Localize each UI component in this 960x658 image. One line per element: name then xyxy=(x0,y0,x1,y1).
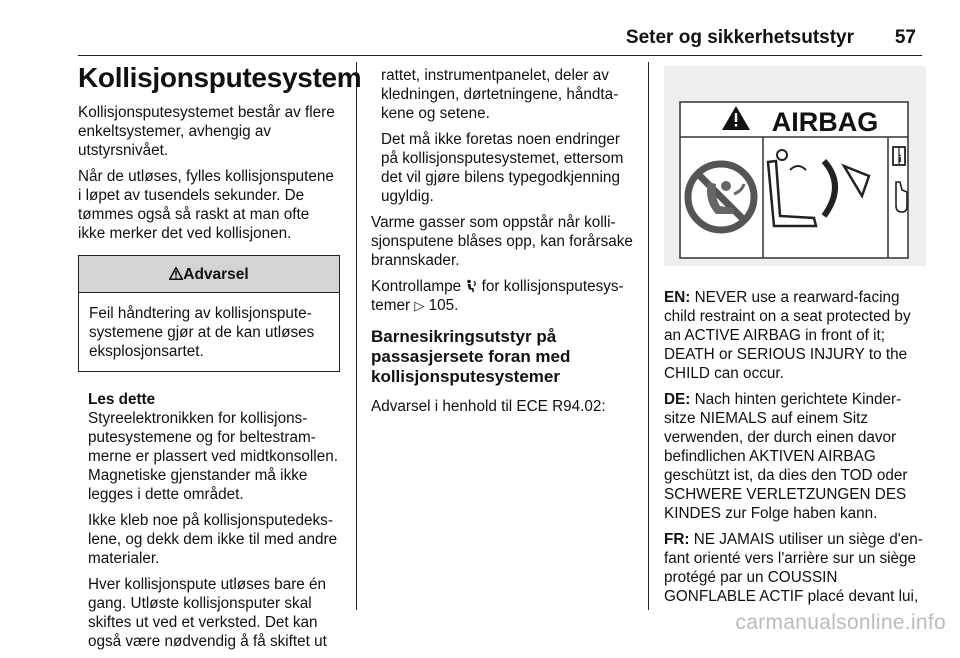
airbag-lamp-icon xyxy=(465,279,477,293)
note-title: Les dette xyxy=(88,391,156,408)
warning-title: Advarsel xyxy=(183,266,249,283)
watermark: carmanualsonline.info xyxy=(735,611,946,634)
header-rule xyxy=(78,55,922,56)
note-block xyxy=(78,390,340,651)
language-label: EN: xyxy=(664,289,691,306)
section-heading: Kollisjonsputesystem xyxy=(78,62,362,93)
paragraph: Advarsel i henhold til ECE R94.02: xyxy=(371,398,606,415)
running-header-title: Seter og sikkerhetsutstyr xyxy=(625,27,854,48)
language-label: DE: xyxy=(664,391,691,408)
column-divider xyxy=(648,62,649,610)
page-number: 57 xyxy=(894,27,916,48)
paragraph: Når de utløses, fylles kollisjonsputene i løpet av tusendels sekunder. De tømmes også så raskt at man ofte ikke merker det ved kollisjonen. xyxy=(78,168,334,242)
paragraph: Varme gasser som oppstår når kollisjonsputene blåses opp, kan forårsake brannskader. xyxy=(371,214,633,269)
svg-text:i: i xyxy=(898,153,902,165)
subsection-heading: Barnesikringsutstyr på passasjersete foran med kollisjonsputesystemer xyxy=(371,327,571,386)
column-middle xyxy=(371,66,633,423)
paragraph: Kollisjonsputesystemet består av flere enkeltsystemer, avhengig av utstyrsnivået. xyxy=(78,104,335,159)
warning-header xyxy=(79,256,339,293)
note-paragraph: Ikke kleb noe på kollisjonsputedekslene, og dekk dem ikke til med andre materialer. xyxy=(88,512,338,567)
column-right xyxy=(664,66,926,613)
column-left xyxy=(78,62,362,658)
warning-box xyxy=(78,255,340,372)
paragraph: rattet, instrumentpanelet, deler av kledningen, dørtetningene, håndtakene og setene. xyxy=(381,67,619,122)
note-paragraph: Styreelektronikken for kollisjonsputesystemene og for beltestrammerne er plassert ved midtkonsollen. Magnetiske gjenstander må ikke legges i dette området. xyxy=(88,410,338,503)
paragraph-en: EN: NEVER use a rearward-facing child restraint on a seat protected by an ACTIVE AIRBAG in front of it; DEATH or SERIOUS INJURY to the CHILD can occur. xyxy=(664,289,911,382)
language-label: FR: xyxy=(664,531,690,548)
airbag-label-svg xyxy=(664,66,926,266)
paragraph: Det må ikke foretas noen endringer på kollisjonsputesystemet, ettersom det vil gjøre bilens typegodkjenning ugyldig. xyxy=(381,131,624,205)
airbag-warning-label-figure xyxy=(664,66,926,266)
warning-triangle-icon xyxy=(169,267,183,280)
page-reference-arrow-icon: ▷ xyxy=(414,298,425,313)
airbag-label-text: AIRBAG xyxy=(771,107,879,137)
column-divider xyxy=(356,62,357,610)
paragraph-control-lamp: Kontrollampe for kollisjonsputesystemer ▷ 105. xyxy=(371,278,624,314)
note-paragraph: Hver kollisjonspute utløses bare én gang. Utløste kollisjonsputer skal skiftes ut ved et verksted. Det kan også være nødvendig å få skiftet ut xyxy=(88,576,327,650)
paragraph-fr: FR: NE JAMAIS utiliser un siège d'enfant orienté vers l'arrière sur un siège protégé par un COUSSIN GONFLABLE ACTIF placé devant lui, xyxy=(664,531,923,605)
paragraph-de: DE: Nach hinten gerichtete Kindersitze NIEMALS auf einem Sitz verwenden, der durch einen davor befindlichen AKTIVEN AIRBAG geschützt ist, da dies den TOD oder SCHWERE VERLETZUNGEN DES KINDES zur Folge haben kann. xyxy=(664,391,908,522)
warning-body: Feil håndtering av kollisjonsputesystemene gjør at de kan utløses eksplosjonsartet. xyxy=(89,305,315,360)
page-reference[interactable]: 105. xyxy=(428,297,459,314)
